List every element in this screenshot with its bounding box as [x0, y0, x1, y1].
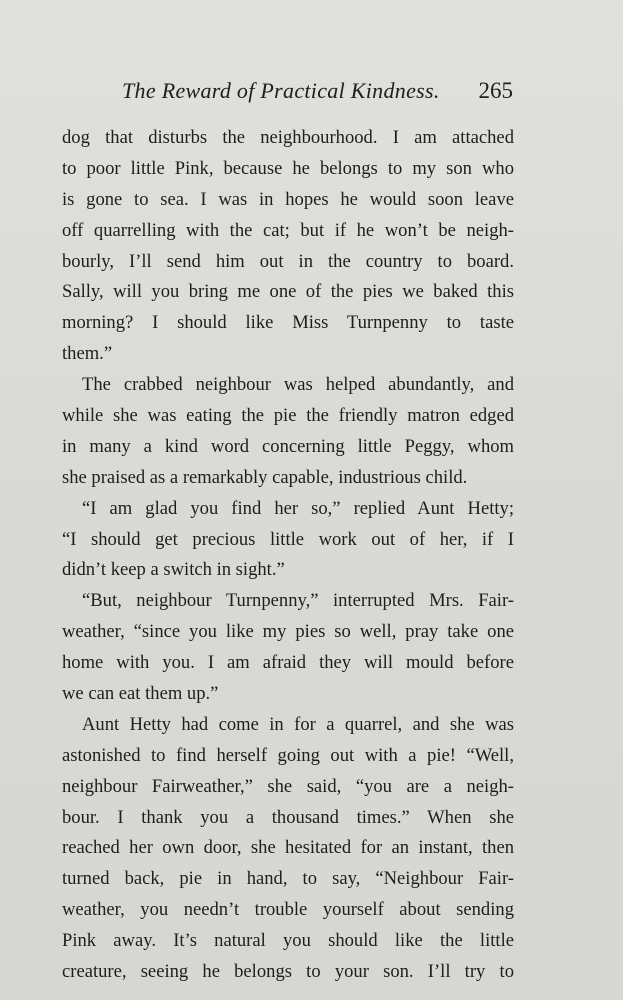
text-line: weather, “since you like my pies so well, pray take one: [62, 621, 514, 643]
text-line: bour. I thank you a thousand times.” When she: [62, 806, 514, 828]
text-line: bourly, I’ll send him out in the country to board.: [62, 250, 514, 272]
text-line: neighbour Fairweather,” she said, “you are a neigh-: [62, 775, 514, 797]
text-line: Sally, will you bring me one of the pies we baked this: [62, 281, 514, 303]
text-line: astonished to find herself going out with a pie! “Well,: [62, 744, 514, 766]
text-line: weather, you needn’t trouble yourself about sending: [62, 899, 514, 921]
text-line: she praised as a remarkably capable, industrious child.: [62, 466, 468, 488]
text-line: The crabbed neighbour was helped abundantly, and: [82, 374, 514, 396]
text-line: home with you. I am afraid they will mould before: [62, 652, 514, 674]
text-line: to poor little Pink, because he belongs to my son who: [62, 157, 514, 179]
text-line: “I am glad you find her so,” replied Aunt Hetty;: [82, 497, 514, 519]
text-line: didn’t keep a switch in sight.”: [62, 559, 285, 581]
text-line: morning? I should like Miss Turnpenny to taste: [62, 312, 514, 334]
text-line: them.”: [62, 343, 113, 365]
text-line: Aunt Hetty had come in for a quarrel, and she was: [82, 713, 514, 735]
text-line: Pink away. It’s natural you should like the little: [62, 930, 514, 952]
text-line: “But, neighbour Turnpenny,” interrupted Mrs. Fair-: [82, 590, 514, 612]
text-line: dog that disturbs the neighbourhood. I am attached: [62, 127, 514, 148]
text-line: “I should get precious little work out of her, if I: [62, 528, 514, 550]
text-line: in many a kind word concerning little Peggy, whom: [62, 435, 514, 457]
running-title: The Reward of Practical Kindness.: [122, 78, 440, 103]
text-line: creature, seeing he belongs to your son. I’ll try to: [62, 961, 514, 983]
page-number: 265: [478, 78, 513, 103]
text-line: off quarrelling with the cat; but if he won’t be neigh-: [62, 219, 514, 241]
text-line: is gone to sea. I was in hopes he would soon leave: [62, 188, 514, 210]
text-line: we can eat them up.”: [62, 683, 219, 705]
text-line: turned back, pie in hand, to say, “Neighbour Fair-: [62, 868, 514, 890]
body-text: [62, 123, 514, 988]
page-header: [60, 78, 513, 112]
text-line: reached her own door, she hesitated for an instant, then: [62, 837, 514, 859]
text-line: while she was eating the pie the friendly matron edged: [62, 405, 514, 427]
